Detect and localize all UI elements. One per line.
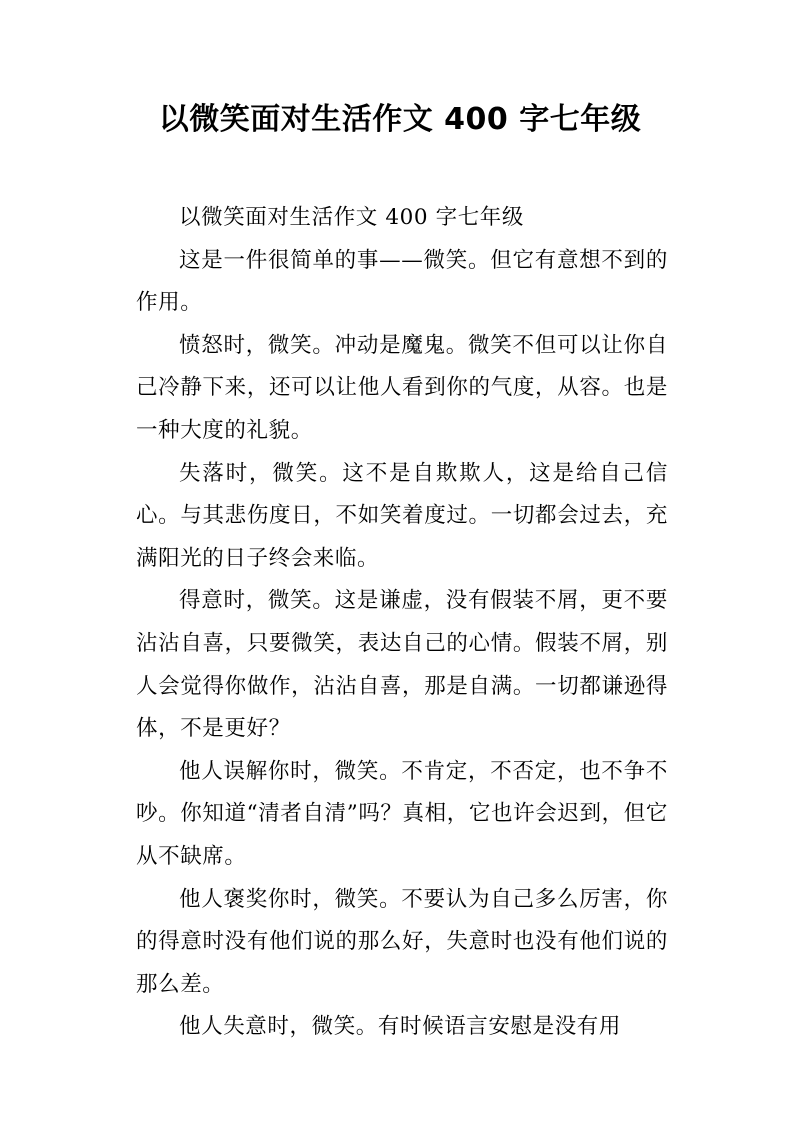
paragraph: 他人褒奖你时，微笑。不要认为自己多么厉害，你的得意时没有他们说的那么好，失意时也没有他们说的那么差。 (136, 886, 668, 997)
paragraph: 他人误解你时，微笑。不肯定，不否定，也不争不吵。你知道“清者自清”吗？真相，它也许会迟到，但它从不缺席。 (136, 758, 668, 869)
paragraph: 愤怒时，微笑。冲动是魔鬼。微笑不但可以让你自己冷静下来，还可以让他人看到你的气度，从容。也是一种大度的礼貌。 (136, 332, 668, 443)
paragraph: 失落时，微笑。这不是自欺欺人，这是给自己信心。与其悲伤度日，不如笑着度过。一切都会过去，充满阳光的日子终会来临。 (136, 460, 668, 571)
paragraph-subtitle: 以微笑面对生活作文 400 字七年级 (179, 205, 525, 230)
document-title: 以微笑面对生活作文 400 字七年级 (158, 102, 642, 137)
document-body (136, 197, 668, 1049)
paragraph: 得意时，微笑。这是谦虚，没有假装不屑，更不要沾沾自喜，只要微笑，表达自己的心情。假装不屑，别人会觉得你做作，沾沾自喜，那是自满。一切都谦逊得体，不是更好？ (136, 588, 668, 742)
paragraph: 他人失意时，微笑。有时候语言安慰是没有用 (179, 1014, 622, 1040)
paragraph: 这是一件很简单的事——微笑。但它有意想不到的作用。 (136, 247, 668, 316)
